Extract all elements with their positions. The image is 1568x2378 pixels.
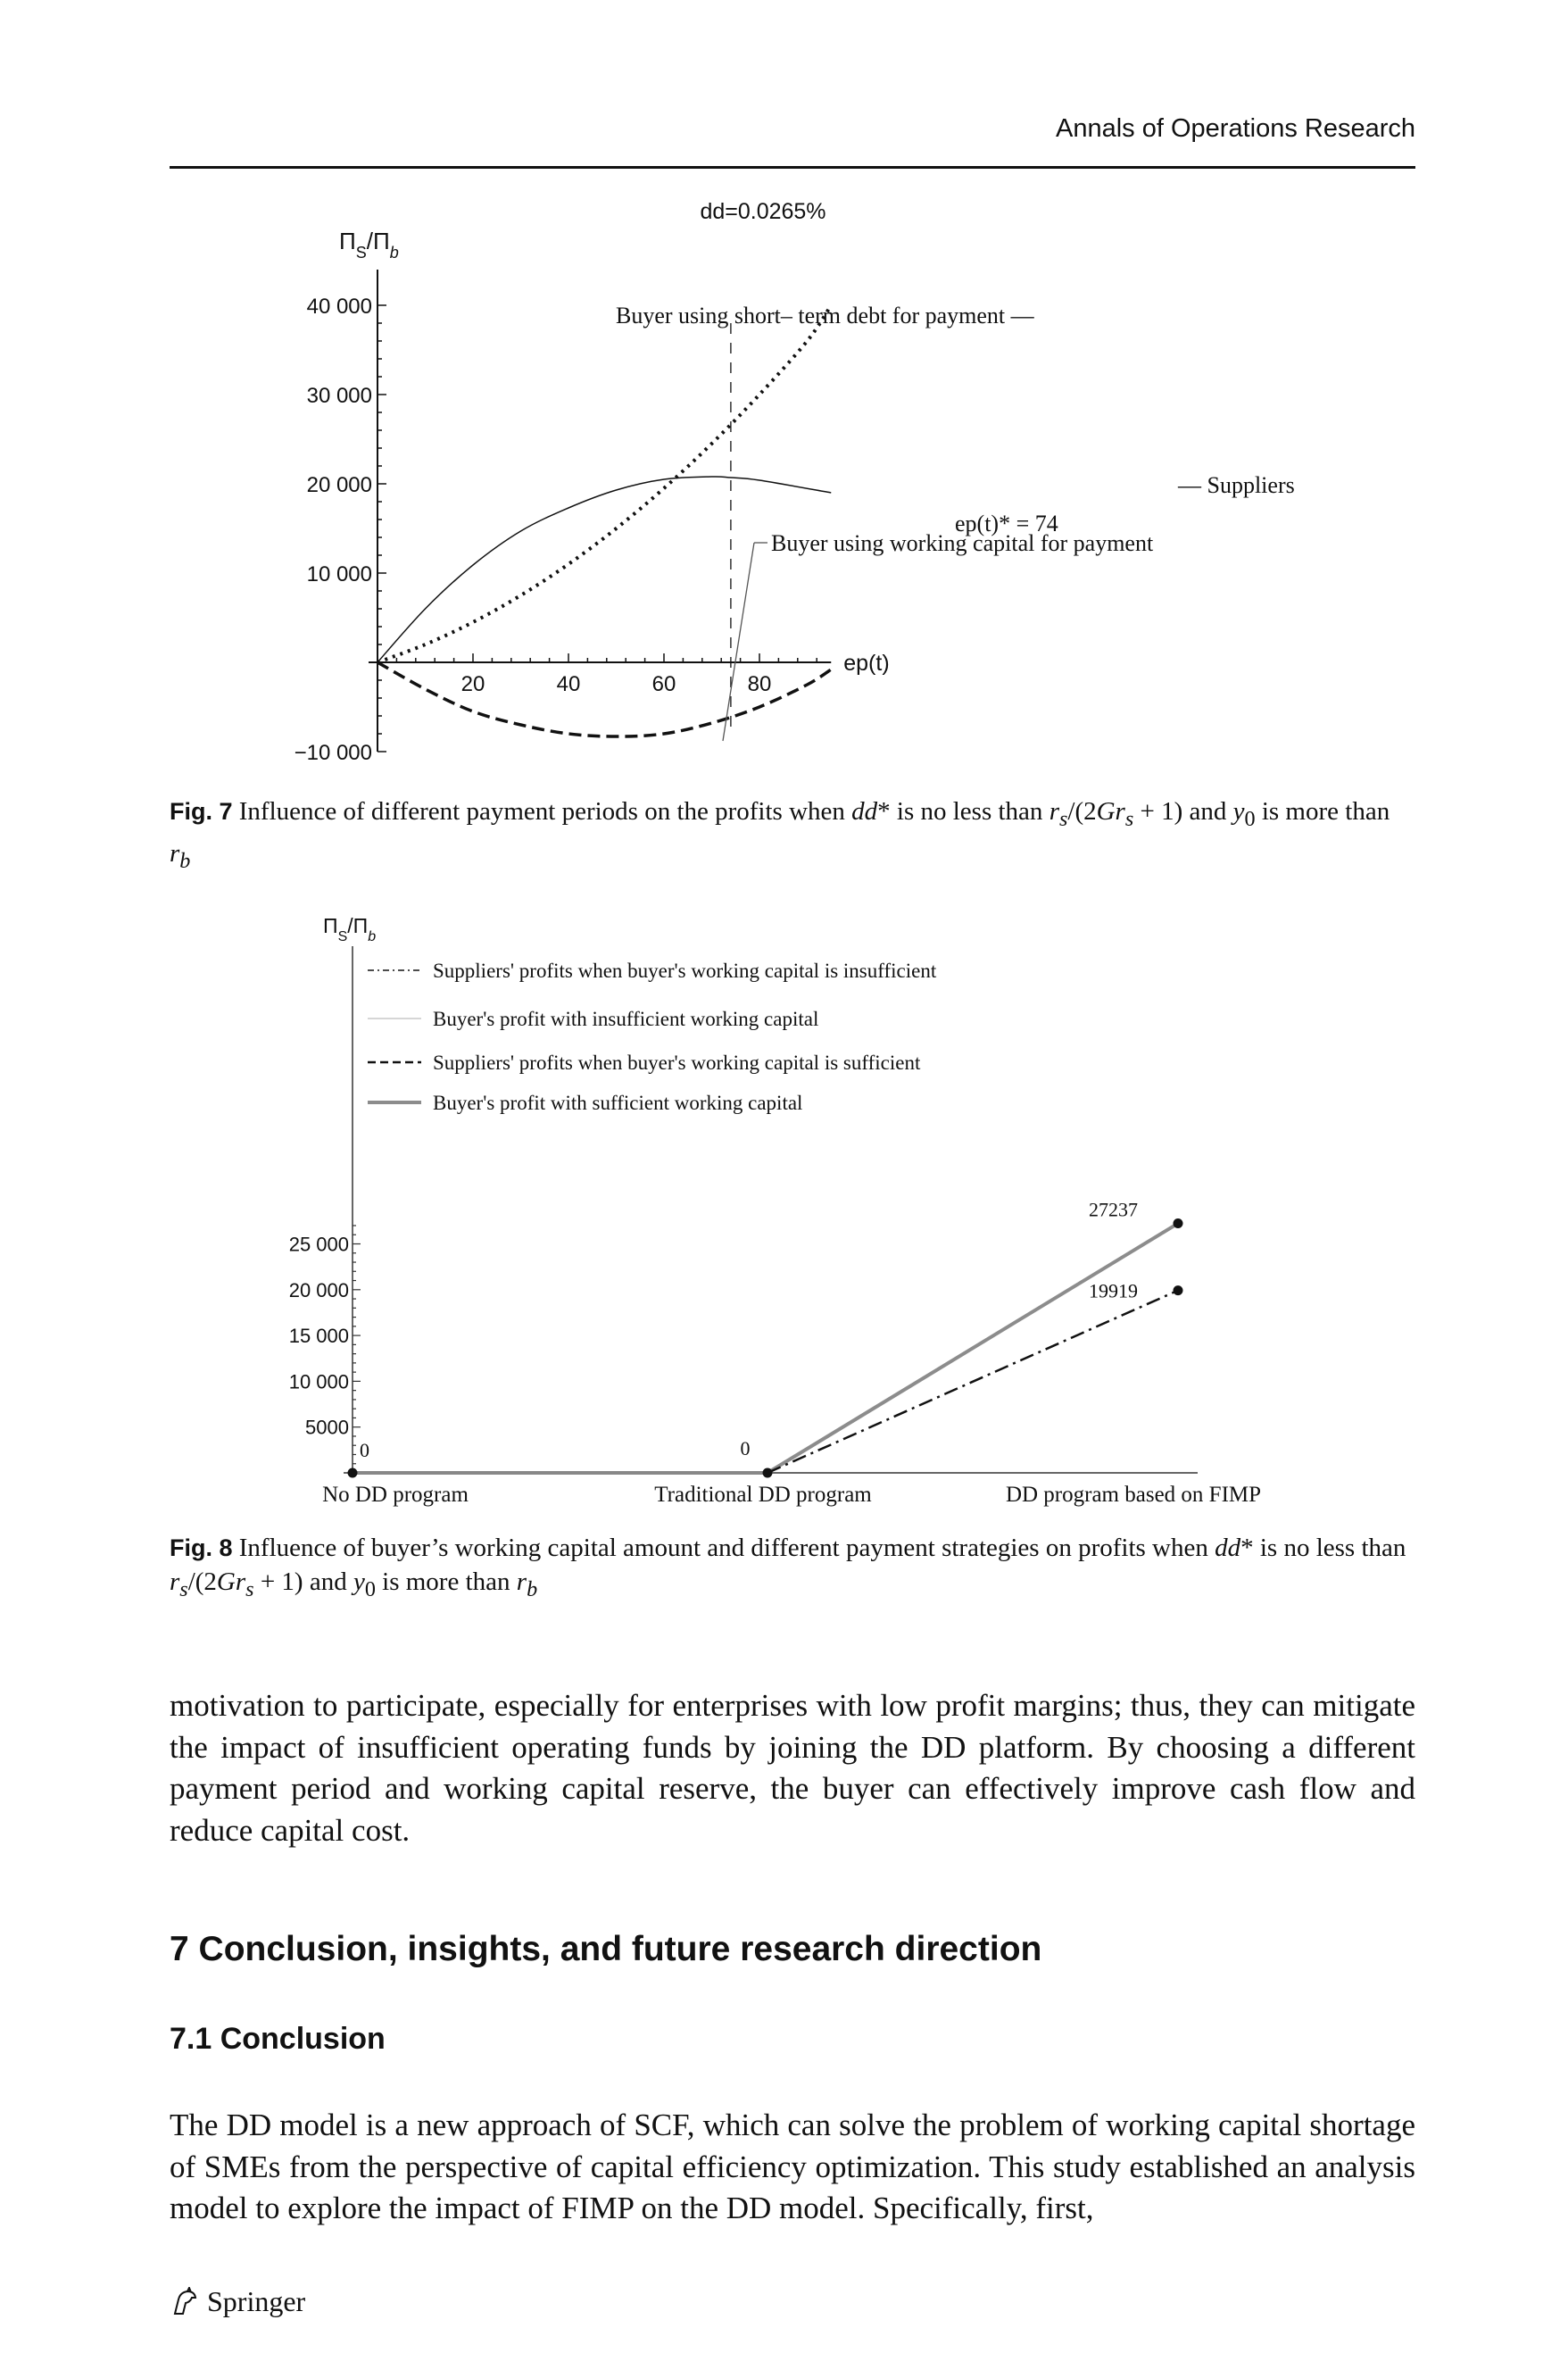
fig8-y-tick-label: 25 000 — [288, 1233, 349, 1256]
publisher-footer — [170, 2285, 305, 2318]
fig8-series — [348, 1218, 1183, 1477]
fig7-chart — [170, 183, 1415, 790]
fig7-caption-text: Influence of different payment periods on the profits when dd* is no less than $r_s/(2Gr_s + 1)$ and $y_0$ is more than $r_b$ — [170, 797, 1390, 873]
fig7-axes — [295, 270, 890, 765]
fig8-y-axis-label: $\Pi_S/\Pi_b$ — [323, 914, 377, 944]
fig8-data-point — [1174, 1285, 1183, 1295]
fig7-x-tick-label: 40 — [556, 672, 581, 696]
running-header — [170, 114, 1415, 169]
fig8-buyer-sufficient-line — [767, 1224, 1178, 1473]
fig7-y-axis-label: $\Pi_S/\Pi_b$ — [339, 228, 399, 262]
fig8-suppliers-line — [767, 1291, 1178, 1473]
fig7-y-tick-label: 10 000 — [306, 562, 372, 586]
section-heading: 7 Conclusion, insights, and future research direction — [170, 1930, 1042, 1968]
fig7-y-tick-label: −10 000 — [294, 741, 372, 765]
fig7-y-tick-label: 40 000 — [306, 295, 372, 319]
fig8-legend-label: Buyer's profit with insufficient working capital — [433, 1008, 819, 1030]
fig8-data-point — [763, 1468, 773, 1478]
fig8-point-label: 0 — [740, 1437, 751, 1459]
fig8-caption-label: Fig. 8 — [170, 1534, 233, 1561]
publisher-name: Springer — [207, 2285, 306, 2317]
fig8-y-tick-label: 5000 — [305, 1416, 349, 1439]
fig8-caption-text: Influence of buyer’s working capital amount and different payment strategies on profits when dd* is no less than $r_s/(2Gr_s + 1)$ and $y_0$ is more than $r_b$ — [170, 1534, 1406, 1601]
fig7-label-working-capital: Buyer using working capital for payment — [771, 530, 1154, 556]
fig8-axes — [289, 946, 1261, 1507]
fig8-legend-label: Buyer's profit with sufficient working capital — [433, 1092, 803, 1114]
fig8-legend-label: Suppliers' profits when buyer's working capital is sufficient — [433, 1052, 921, 1074]
fig8-legend-label: Suppliers' profits when buyer's working capital is insufficient — [433, 960, 937, 982]
fig7-labels — [616, 303, 1295, 741]
fig7-series-line — [377, 305, 831, 662]
fig7-y-tick-label: 30 000 — [306, 384, 372, 408]
fig8-data-point — [1174, 1218, 1183, 1228]
body-paragraph-1: motivation to participate, especially for enterprises with low profit margins; thus, they can mitigate the impact of insufficient operating funds by joining the DD platform. By choosing a different payment period and working capital reserve, the buyer can effectively improve cash flow and reduce capital cost. — [170, 1688, 1415, 1848]
fig8-y-tick-label: 10 000 — [288, 1370, 349, 1393]
fig8-y-tick-label: 15 000 — [288, 1325, 349, 1348]
subsection-heading: 7.1 Conclusion — [170, 2022, 386, 2056]
fig8-chart — [170, 906, 1415, 1522]
fig7-title: dd=0.0265% — [700, 199, 826, 224]
fig8-category-label: Traditional DD program — [654, 1483, 872, 1507]
fig7-x-tick-label: 60 — [651, 672, 676, 696]
fig7-x-axis-label: ep(t) — [843, 651, 890, 676]
fig7-leader-line — [723, 543, 754, 741]
fig8-category-label: DD program based on FIMP — [1005, 1483, 1262, 1507]
figure-8 — [170, 906, 1415, 1522]
fig7-x-tick-label: 80 — [747, 672, 772, 696]
fig8-category-label: No DD program — [322, 1483, 469, 1507]
figure-7 — [170, 183, 1415, 790]
fig7-label-short-term: Buyer using short– term debt for payment — — [616, 303, 1034, 328]
fig7-caption — [170, 794, 1415, 878]
fig8-legend — [368, 960, 937, 1114]
fig8-point-label: 27237 — [1089, 1198, 1138, 1221]
fig8-point-label: 0 — [360, 1439, 369, 1461]
fig8-labels — [360, 1199, 1138, 1461]
fig8-y-tick-label: 20 000 — [288, 1278, 349, 1301]
fig8-data-point — [348, 1468, 358, 1478]
journal-name: Annals of Operations Research — [1056, 114, 1415, 143]
fig7-annotation-optimum: ep(t)* = 74 — [955, 511, 1058, 536]
fig7-caption-label: Fig. 7 — [170, 798, 233, 825]
fig7-x-tick-label: 20 — [460, 672, 485, 696]
fig7-label-suppliers: — Suppliers — [1178, 472, 1295, 498]
fig8-point-label: 19919 — [1089, 1279, 1138, 1302]
fig8-caption — [170, 1531, 1415, 1607]
fig7-y-tick-label: 20 000 — [306, 473, 372, 497]
body-paragraph-2: The DD model is a new approach of SCF, which can solve the problem of working capital shortage of SMEs from the perspective of capital efficiency optimization. This study established an analysis model to explore the impact of FIMP on the DD model. Specifically, first, — [170, 2108, 1415, 2225]
springer-horse-icon — [170, 2287, 200, 2317]
